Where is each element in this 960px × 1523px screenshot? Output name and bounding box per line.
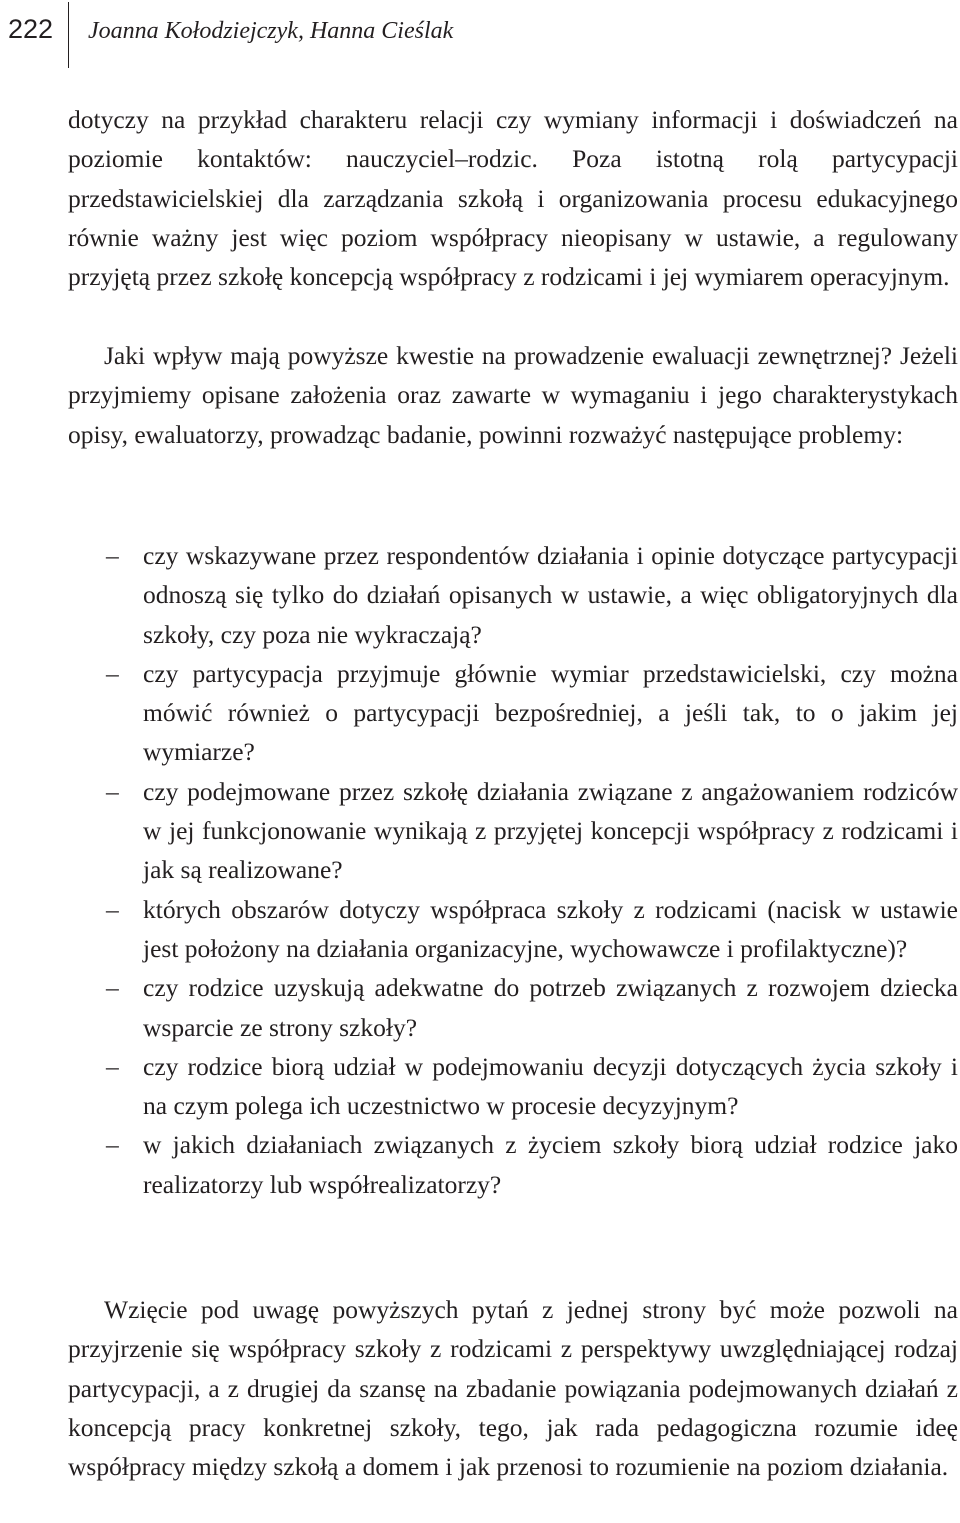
paragraph-conclusion: Wzięcie pod uwagę powyższych pytań z jednej strony być może pozwoli na przyjrzenie się współpracy szkoły z rodzicami z perspektywy uwzględniającej rodzaj partycypacji, a z drugiej da szansę na zbadanie powiązania podejmowanych działań z koncepcją pracy konkretnej szkoły, tego, jak rada pedagogiczna rozumie ideę współpracy między szkołą a domem i jak przenosi to rozumienie na poziom działania. <box>68 1295 958 1482</box>
list-item <box>68 772 958 890</box>
list-item-text: czy partycypacja przyjmuje głównie wymiar przedstawicielski, czy można mówić również o partycypacji bezpośredniej, a jeśli tak, to o jakim jej wymiarze? <box>143 658 958 767</box>
header-divider <box>68 2 69 68</box>
running-head-authors: Joanna Kołodziejczyk, Hanna Cieślak <box>88 18 454 44</box>
paragraph-question: Jaki wpływ mają powyższe kwestie na prowadzenie ewaluacji zewnętrznej? Jeżeli przyjmiemy opisane założenia oraz zawarte w wymaganiu i jego charakterystykach opisy, ewaluatorzy, prowadząc badanie, powinni rozważyć następujące problemy: <box>68 341 958 449</box>
body-text-conclusion <box>68 1290 958 1486</box>
dash-marker: – <box>106 894 119 924</box>
list-item <box>68 1047 958 1126</box>
list-item-text: których obszarów dotyczy współpraca szkoły z rodzicami (nacisk w ustawie jest położony na działania organizacyjne, wychowawcze i profilaktyczne)? <box>143 894 958 963</box>
body-text-question <box>68 336 958 454</box>
list-item <box>68 890 958 969</box>
body-text-top <box>68 100 958 296</box>
list-item <box>68 1125 958 1204</box>
problem-list <box>68 536 958 1204</box>
page-number: 222 <box>8 14 54 44</box>
list-item <box>68 968 958 1047</box>
dash-marker: – <box>106 541 119 570</box>
list-item-text: czy rodzice uzyskują adekwatne do potrzeb związanych z rozwojem dziecka wsparcie ze strony szkoły? <box>143 973 958 1042</box>
paragraph-continuation: dotyczy na przykład charakteru relacji czy wymiany informacji i doświadczeń na poziomie kontaktów: nauczyciel–rodzic. Poza istotną rolą partycypacji przedstawicielskiej dla zarządzania szkołą i organizowania procesu edukacyjnego równie ważny jest więc poziom współpracy nieopisany w ustawie, a regulowany przyjętą przez szkołę koncepcją współpracy z rodzicami i jej wymiarem operacyjnym. <box>68 105 958 292</box>
dash-marker: – <box>106 973 119 1003</box>
dash-marker: – <box>106 776 119 806</box>
list-item <box>68 654 958 772</box>
list-item-text: czy rodzice biorą udział w podejmowaniu decyzji dotyczących życia szkoły i na czym polega ich uczestnictwo w procesie decyzyjnym? <box>143 1051 958 1121</box>
dash-marker: – <box>106 658 119 688</box>
dash-marker: – <box>106 1051 119 1081</box>
list-item <box>68 536 958 654</box>
list-item-text: w jakich działaniach związanych z życiem szkoły biorą udział rodzice jako realizatorzy lub współrealizatorzy? <box>143 1130 958 1199</box>
list-item-text: czy podejmowane przez szkołę działania związane z angażowaniem rodziców w jej funkcjonowanie wynikają z przyjętej koncepcji współpracy z rodzicami i jak są realizowane? <box>143 776 958 885</box>
list-item-text: czy wskazywane przez respondentów działania i opinie dotyczące partycypacji odnoszą się tylko do działań opisanych w ustawie, a więc obligatoryjnych dla szkoły, czy poza nie wykraczają? <box>143 541 958 649</box>
dash-marker: – <box>106 1130 119 1160</box>
